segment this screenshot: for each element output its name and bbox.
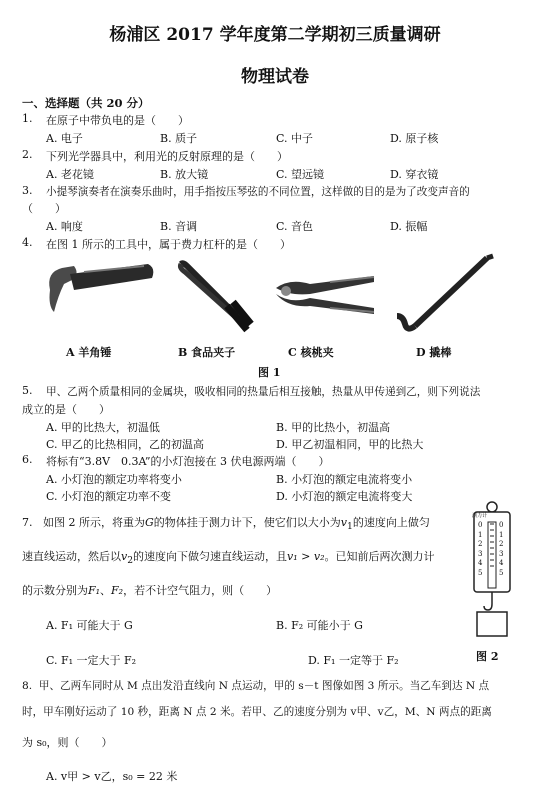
meter-mark: 4 [478, 559, 483, 567]
option: A. 甲的比热大，初温低 [46, 421, 160, 434]
subscript: 2 [127, 555, 134, 567]
text: 、 [100, 584, 112, 597]
option: B. 质子 [160, 132, 198, 145]
question-7-line-1 [22, 514, 430, 532]
figure-label-a: A 羊角锤 [66, 346, 112, 359]
symbol-f1: F₁ [88, 584, 101, 597]
option: B. 小灯泡的额定电流将变小 [276, 473, 413, 486]
symbol-f2: F₂ [111, 584, 124, 597]
figure-caption: 图 2 [476, 650, 499, 663]
option: D. 原子核 [390, 132, 439, 145]
question-text: 在原子中带负电的是（ ） [46, 114, 189, 127]
meter-mark: 2 [478, 540, 483, 548]
option: C. 小灯泡的额定功率不变 [46, 490, 172, 503]
option: D. 甲乙初温相同，甲的比热大 [276, 438, 424, 451]
option: C. F₁ 一定大于 F₂ [46, 654, 137, 667]
text: 的示数分别为 [22, 584, 88, 597]
subscript: 1 [347, 521, 353, 533]
question-text: 小提琴演奏者在演奏乐曲时，用手指按压琴弦的不同位置，这样做的目的是为了改变声音的 [46, 186, 470, 198]
crowbar-image [395, 252, 495, 342]
figure-label-b: B 食品夹子 [178, 346, 236, 359]
option: B. 音调 [160, 220, 198, 233]
option: D. 小灯泡的额定电流将变大 [276, 490, 413, 503]
text: ，若不计空气阻力，则（ ） [123, 584, 278, 597]
option: C. 甲乙的比热相同，乙的初温高 [46, 438, 205, 451]
figure-caption: 图 1 [258, 366, 281, 379]
option: B. 甲的比热小，初温高 [276, 421, 391, 434]
question-7-line-2 [22, 548, 435, 566]
option: B. 放大镜 [160, 168, 209, 181]
page-title: 杨浦区 2017 学年度第二学期初三质量调研 [109, 25, 441, 45]
symbol-g: G [145, 516, 154, 529]
question-text-cont: 成立的是（ ） [22, 403, 110, 416]
text: 速直线运动，然后以 [22, 550, 121, 563]
question-number: 3. [22, 184, 33, 197]
question-8-line-1 [22, 678, 489, 693]
option: A. 小灯泡的额定功率将变小 [46, 473, 182, 486]
question-number: 4. [22, 236, 33, 249]
option: A. 响度 [46, 220, 83, 233]
option: A. 电子 [46, 132, 83, 145]
spring-scale-image [462, 500, 522, 640]
question-8-line-3: 为 s₀，则（ ） [22, 736, 113, 749]
text: 如图 2 所示，将重为 [43, 516, 145, 529]
text: 甲、乙两车同时从 M 点出发沿直线向 N 点运动，甲的 s－t 图像如图 3 所示。当乙车到达 N 点 [38, 680, 490, 692]
figure-label-d: D 撬棒 [416, 346, 452, 359]
meter-mark: 1 [478, 530, 483, 539]
meter-marks-left [478, 521, 486, 578]
text: 的速度向下做匀速直线运动，且 [133, 550, 288, 563]
meter-mark: 3 [499, 549, 504, 558]
question-8-line-2: 时，甲车刚好运动了 10 秒，距离 N 点 2 米。若甲、乙的速度分别为 v甲、v乙，M、N 两点的距离 [22, 706, 492, 718]
question-text: 甲、乙两个质量相同的金属块，吸收相同的热量后相互接触，热量从甲传递到乙，则下列说法 [46, 386, 481, 398]
option: C. 中子 [276, 132, 314, 145]
question-text: 将标有“3.8V 0.3A”的小灯泡接在 3 伏电源两端（ ） [46, 455, 330, 468]
meter-mark: 0 [499, 521, 504, 529]
question-number: 8. [22, 680, 33, 692]
meter-label: 测力计 [472, 513, 488, 519]
figure-label-c: C 核桃夹 [288, 346, 334, 359]
option: B. F₂ 可能小于 G [276, 619, 363, 632]
option: D. F₁ 一定等于 F₂ [308, 654, 399, 667]
meter-mark: 3 [478, 549, 483, 558]
meter-mark: 5 [499, 568, 504, 577]
meter-mark: 4 [499, 559, 504, 567]
text: 的速度向上做匀 [352, 516, 430, 529]
question-7-line-3 [22, 582, 277, 598]
question-text: 在图 1 所示的工具中，属于费力杠杆的是（ ） [46, 238, 291, 251]
text: 的物体挂于测力计下，使它们以大小为 [153, 516, 341, 529]
question-number: 6. [22, 453, 33, 466]
question-number: 1. [22, 112, 33, 125]
question-number: 7. [22, 516, 33, 529]
question-text: 下列光学器具中，利用光的反射原理的是（ ） [46, 150, 288, 163]
food-tongs-image [175, 258, 255, 338]
question-number: 5. [22, 384, 33, 397]
option: A. v甲 > v乙，s₀ = 22 米 [46, 770, 178, 783]
section-heading: 一、选择题（共 20 分） [22, 96, 150, 110]
meter-mark: 2 [499, 540, 504, 548]
option: A. F₁ 可能大于 G [46, 619, 133, 632]
nutcracker-image [270, 268, 380, 328]
claw-hammer-image [40, 260, 160, 340]
inequality: v₁ > v₂ [287, 550, 325, 563]
meter-marks-right [499, 521, 507, 578]
text: 。已知前后两次测力计 [324, 550, 435, 563]
option: D. 穿衣镜 [390, 168, 439, 181]
question-number: 2. [22, 148, 33, 161]
option: D. 振幅 [390, 220, 428, 233]
page-subtitle: 物理试卷 [241, 67, 309, 87]
meter-mark: 1 [499, 530, 504, 539]
option: A. 老花镜 [46, 168, 94, 181]
symbol-v2: v [121, 550, 128, 563]
meter-mark: 5 [478, 568, 483, 577]
option: C. 望远镜 [276, 168, 325, 181]
option: C. 音色 [276, 220, 314, 233]
question-text-cont: （ ） [22, 202, 66, 215]
meter-mark: 0 [478, 521, 483, 529]
symbol-v1: v [340, 516, 348, 529]
